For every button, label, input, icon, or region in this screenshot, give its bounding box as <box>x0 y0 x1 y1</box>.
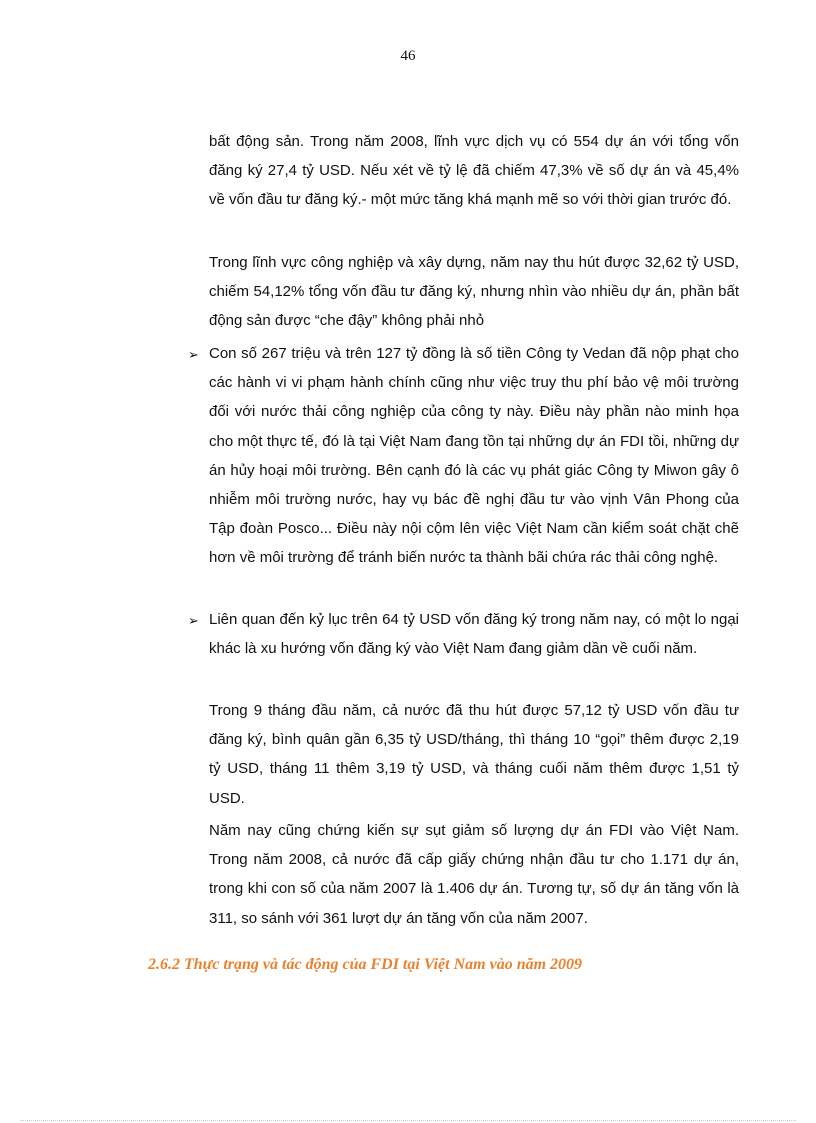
bullet-paragraph-registered-capital: Liên quan đến kỷ lục trên 64 tỷ USD vốn đăng ký trong năm nay, có một lo ngại khác là xu hướng vốn đăng ký vào Việt Nam đang giảm dần về cuối năm. <box>209 611 739 658</box>
bullet-arrow-icon: ➢ <box>188 613 199 628</box>
bullet-arrow-icon: ➢ <box>188 347 199 362</box>
paragraph-real-estate-services: bất động sản. Trong năm 2008, lĩnh vực dịch vụ có 554 dự án với tổng vốn đăng ký 27,4 tỷ USD. Nếu xét về tỷ lệ đã chiếm 47,3% về số dự án và 45,4% về vốn đầu tư đăng ký.- một mức tăng khá mạnh mẽ so với thời gian trước đó. <box>209 133 739 209</box>
bullet-paragraph-vedan: Con số 267 triệu và trên 127 tỷ đồng là số tiền Công ty Vedan đã nộp phạt cho các hành vi vi phạm hành chính cũng như việc truy thu phí bảo vệ môi trường đối với nước thải công nghiệp của công ty này. Điều này phần nào minh họa cho một thực tế, đó là tại Việt Nam đang tồn tại những dự án FDI tồi, những dự án hủy hoại môi trường. Bên cạnh đó là các vụ phát giác Công ty Miwon gây ô nhiễm môi trường nước, hay vụ bác đề nghị đầu tư vào vịnh Vân Phong của Tập đoàn Posco... Điều này nội cộm lên việc Việt Nam cần kiểm soát chặt chẽ hơn về môi trường để tránh biến nước ta thành bãi chứa rác thải công nghệ. <box>209 345 739 567</box>
section-heading: 2.6.2 Thực trạng và tác động của FDI tại Việt Nam vào năm 2009 <box>148 956 583 973</box>
paragraph-industry-construction: Trong lĩnh vực công nghiệp và xây dựng, năm nay thu hút được 32,62 tỷ USD, chiếm 54,12% tổng vốn đầu tư đăng ký, nhưng nhìn vào nhiều dự án, phần bất động sản được “che đậy” không phải nhỏ <box>209 254 739 330</box>
page-number: 46 <box>400 48 416 64</box>
page-bottom-divider <box>20 1120 796 1121</box>
paragraph-monthly-capital: Trong 9 tháng đầu năm, cả nước đã thu hút được 57,12 tỷ USD vốn đầu tư đăng ký, bình quân gần 6,35 tỷ USD/tháng, thì tháng 10 “gọi” thêm được 2,19 tỷ USD, tháng 11 thêm 3,19 tỷ USD, và tháng cuối năm thêm được 1,51 tỷ USD. <box>209 702 739 807</box>
paragraph-fdi-project-decline: Năm nay cũng chứng kiến sự sụt giảm số lượng dự án FDI vào Việt Nam. Trong năm 2008, cả nước đã cấp giấy chứng nhận đầu tư cho 1.171 dự án, trong khi con số của năm 2007 là 1.406 dự án. Tương tự, số dự án tăng vốn là 311, so sánh với 361 lượt dự án tăng vốn của năm 2007. <box>209 822 739 927</box>
